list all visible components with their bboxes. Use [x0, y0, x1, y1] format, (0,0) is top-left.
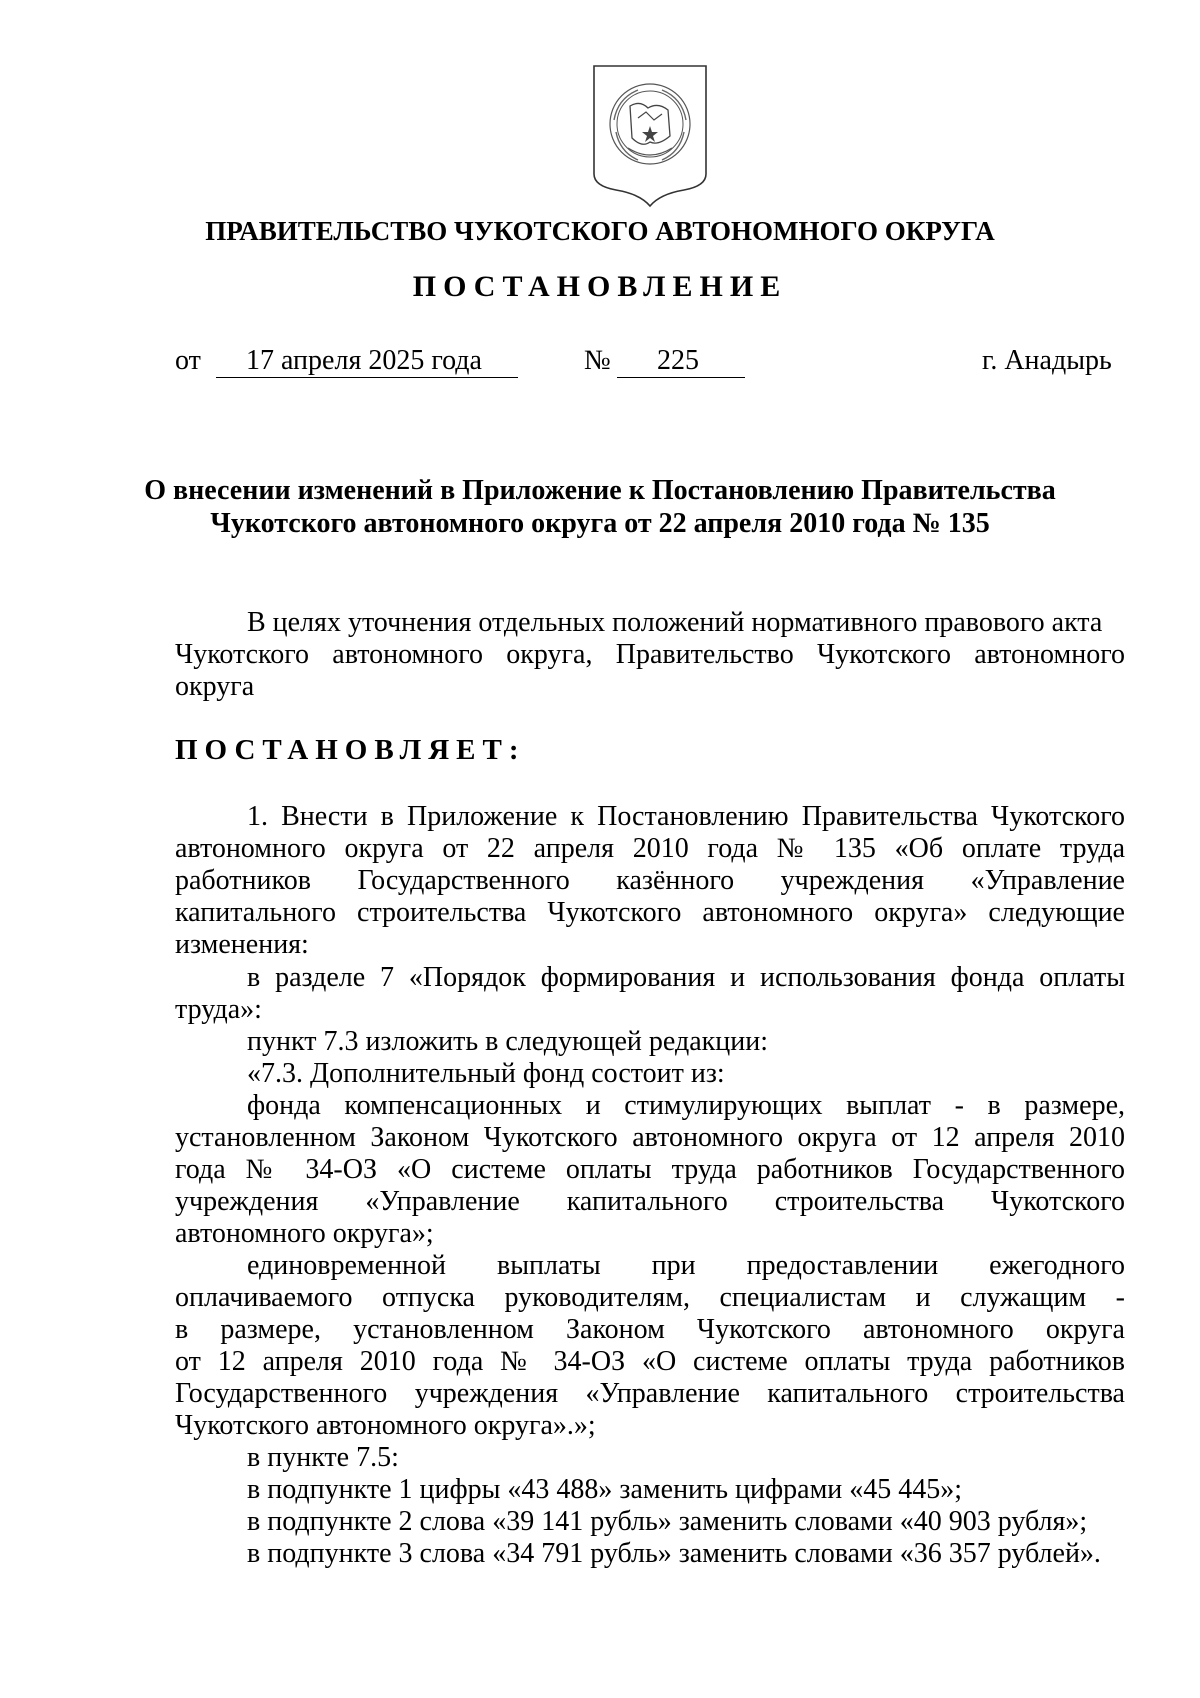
document-date: 17 апреля 2025 года — [246, 345, 482, 376]
paragraph-3: пункт 7.3 изложить в следующей редакции: — [247, 1026, 768, 1057]
paragraph-6-line-6: Чукотского автономного округа».»; — [175, 1410, 596, 1441]
paragraph-5-line-1: фонда компенсационных и стимулирующих выплат - в размере, — [247, 1090, 1125, 1121]
document-type: ПОСТАНОВЛЕНИЕ — [412, 270, 788, 303]
government-name: ПРАВИТЕЛЬСТВО ЧУКОТСКОГО АВТОНОМНОГО ОКРУГА — [205, 216, 995, 246]
number-sign: № — [584, 345, 611, 376]
preamble-line-3: округа — [175, 671, 255, 702]
paragraph-1-line-3: работников Государственного казённого учреждения «Управление — [175, 865, 1125, 896]
paragraph-2-line-1: в разделе 7 «Порядок формирования и использования фонда оплаты — [247, 962, 1125, 993]
document-title-line-1: О внесении изменений в Приложение к Постановлению Правительства — [144, 475, 1056, 506]
paragraph-5-line-5: автономного округа»; — [175, 1218, 434, 1249]
city-name: г. Анадырь — [982, 345, 1112, 376]
paragraph-6-line-4: от 12 апреля 2010 года № 34-ОЗ «О системе оплаты труда работников — [175, 1346, 1125, 1377]
paragraph-6-line-3: в размере, установленном Законом Чукотского автономного округа — [175, 1314, 1125, 1345]
paragraph-9: в подпункте 2 слова «39 141 рубль» заменить словами «40 903 рубля»; — [247, 1506, 1088, 1537]
resolves-heading: ПОСТАНОВЛЯЕТ: — [175, 734, 526, 766]
date-prefix: от — [175, 345, 201, 376]
paragraph-5-line-3: года № 34-ОЗ «О системе оплаты труда работников Государственного — [175, 1154, 1125, 1185]
paragraph-10: в подпункте 3 слова «34 791 рубль» заменить словами «36 357 рублей». — [247, 1538, 1101, 1569]
paragraph-1-line-4: капитального строительства Чукотского автономного округа» следующие — [175, 897, 1125, 928]
paragraph-2-line-2: труда»: — [175, 994, 262, 1025]
paragraph-1-line-5: изменения: — [175, 929, 309, 960]
paragraph-5-line-2: установленном Законом Чукотского автономного округа от 12 апреля 2010 — [175, 1122, 1125, 1153]
paragraph-8: в подпункте 1 цифры «43 488» заменить цифрами «45 445»; — [247, 1474, 963, 1505]
paragraph-7: в пункте 7.5: — [247, 1442, 399, 1473]
paragraph-6-line-2: оплачиваемого отпуска руководителям, специалистам и служащим - — [175, 1282, 1125, 1313]
document-title-line-2: Чукотского автономного округа от 22 апреля 2010 года № 135 — [210, 508, 990, 539]
paragraph-6-line-5: Государственного учреждения «Управление капитального строительства — [175, 1378, 1125, 1409]
paragraph-4: «7.3. Дополнительный фонд состоит из: — [247, 1058, 725, 1089]
preamble-line-2: Чукотского автономного округа, Правительство Чукотского автономного — [175, 639, 1125, 670]
paragraph-6-line-1: единовременной выплаты при предоставлении ежегодного — [247, 1250, 1125, 1281]
date-underline — [216, 377, 518, 378]
coat-of-arms-emblem — [588, 62, 712, 210]
paragraph-1-line-1: 1. Внести в Приложение к Постановлению Правительства Чукотского — [247, 801, 1125, 832]
number-underline — [617, 377, 745, 378]
paragraph-1-line-2: автономного округа от 22 апреля 2010 года № 135 «Об оплате труда — [175, 833, 1125, 864]
paragraph-5-line-4: учреждения «Управление капитального строительства Чукотского — [175, 1186, 1125, 1217]
document-number: 225 — [657, 345, 699, 376]
preamble-line-1: В целях уточнения отдельных положений нормативного правового акта — [247, 607, 1103, 638]
